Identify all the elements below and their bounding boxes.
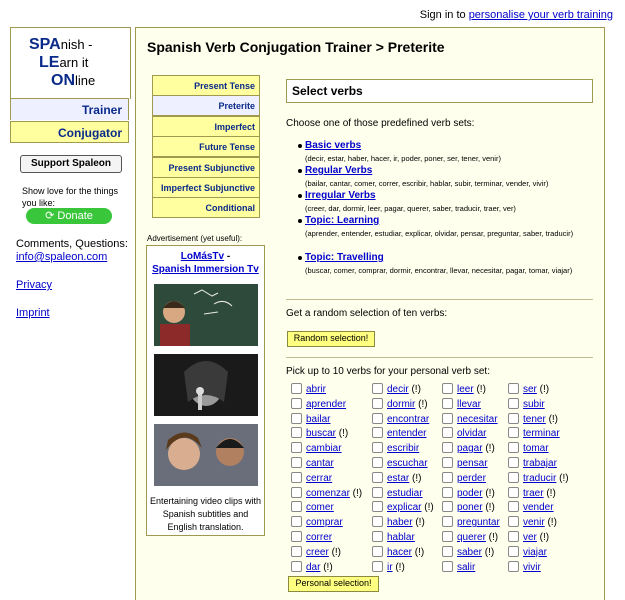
verb-option bbox=[508, 515, 557, 529]
verb-checkbox[interactable] bbox=[372, 546, 383, 557]
random-selection-button[interactable]: Random selection! bbox=[287, 331, 375, 347]
verb-checkbox[interactable] bbox=[508, 501, 519, 512]
verb-link[interactable]: estar bbox=[387, 472, 410, 484]
verb-option bbox=[508, 471, 569, 484]
verb-checkbox[interactable] bbox=[291, 427, 302, 438]
verb-option bbox=[372, 486, 423, 499]
signin-bar bbox=[420, 9, 613, 21]
verb-option bbox=[291, 486, 363, 499]
select-verbs-heading: Select verbs bbox=[286, 79, 593, 103]
verb-link[interactable]: traducir bbox=[523, 472, 557, 484]
irregular-mark: (!) bbox=[544, 517, 557, 529]
verb-link[interactable]: ser bbox=[523, 384, 537, 395]
irregular-mark: (!) bbox=[328, 546, 342, 558]
verb-set-learning bbox=[305, 215, 595, 239]
verb-option bbox=[372, 471, 422, 484]
tab-imperfect[interactable]: Imperfect bbox=[152, 116, 260, 137]
verb-option bbox=[508, 397, 545, 410]
verb-link[interactable]: vivir bbox=[523, 561, 541, 573]
verb-link[interactable]: abrir bbox=[306, 384, 327, 395]
verb-option bbox=[291, 471, 333, 484]
verb-checkbox[interactable] bbox=[291, 501, 302, 512]
verb-link[interactable]: vender bbox=[523, 502, 554, 514]
ad-description: Entertaining video clips with Spanish subtitles and English translation. bbox=[149, 496, 262, 532]
verb-checkbox[interactable] bbox=[372, 487, 383, 498]
verb-checkbox[interactable] bbox=[291, 487, 302, 498]
verb-option bbox=[372, 530, 415, 543]
verb-checkbox[interactable] bbox=[442, 398, 453, 409]
irregular-mark: (!) bbox=[409, 472, 422, 484]
verb-option bbox=[442, 486, 495, 499]
bullet-icon bbox=[298, 219, 302, 223]
irregular-mark: (!) bbox=[482, 443, 495, 455]
verb-option bbox=[442, 426, 487, 440]
verb-checkbox[interactable] bbox=[442, 472, 453, 483]
divider bbox=[286, 357, 593, 358]
verb-option bbox=[508, 426, 560, 440]
verb-checkbox[interactable] bbox=[442, 427, 453, 438]
verb-checkbox[interactable] bbox=[372, 472, 383, 483]
verb-link[interactable]: olvidar bbox=[457, 428, 487, 440]
verb-option bbox=[372, 456, 428, 469]
page-title: Spanish Verb Conjugation Trainer > Preterite bbox=[147, 39, 445, 55]
verb-checkbox[interactable] bbox=[291, 546, 302, 557]
verb-set-link-regular[interactable]: Regular Verbs bbox=[305, 165, 373, 176]
irregular-mark: (!) bbox=[482, 502, 495, 514]
verb-set-basic bbox=[305, 140, 595, 164]
sidebar-item-conjugator[interactable]: Conjugator bbox=[10, 121, 129, 143]
irregular-mark: (!) bbox=[482, 487, 495, 499]
ad-label: Advertisement (yet useful): bbox=[147, 234, 243, 243]
love-text: Show love for the things you like: bbox=[22, 186, 119, 208]
irregular-mark: (!) bbox=[412, 517, 425, 529]
ad-thumbnail-3[interactable] bbox=[154, 424, 258, 486]
logo-line-2: LEarn it bbox=[39, 54, 89, 71]
verb-option bbox=[372, 545, 425, 558]
verb-option bbox=[442, 530, 499, 543]
verb-checkbox[interactable] bbox=[442, 413, 453, 424]
verb-link[interactable]: llevar bbox=[457, 398, 481, 410]
donate-label: Donate bbox=[57, 210, 93, 222]
signin-text: Sign in to bbox=[419, 9, 466, 21]
irregular-mark: (!) bbox=[536, 532, 550, 543]
verb-link[interactable]: venir bbox=[523, 517, 545, 529]
verb-link[interactable]: necesitar bbox=[457, 413, 498, 425]
verb-option bbox=[372, 441, 420, 455]
verb-set-link-irregular[interactable]: Irregular Verbs bbox=[305, 190, 376, 201]
verb-link[interactable]: decir bbox=[387, 384, 409, 395]
verb-set-regular bbox=[305, 165, 595, 189]
ad-thumbnail-1[interactable] bbox=[154, 284, 258, 346]
ad-thumbnail-2[interactable] bbox=[154, 354, 258, 416]
verb-checkbox[interactable] bbox=[372, 561, 383, 572]
verb-checkbox[interactable] bbox=[372, 383, 383, 394]
verb-checkbox[interactable] bbox=[291, 561, 302, 572]
verb-option bbox=[291, 382, 327, 395]
verb-option bbox=[508, 412, 559, 425]
verb-checkbox[interactable] bbox=[372, 531, 383, 542]
logo-line-1: SPAnish - bbox=[29, 36, 93, 53]
verb-link[interactable]: hacer bbox=[387, 546, 413, 558]
verb-link[interactable]: escuchar bbox=[387, 458, 428, 469]
verb-option bbox=[508, 441, 549, 455]
verb-option bbox=[372, 515, 425, 529]
verb-link[interactable]: aprender bbox=[306, 398, 347, 410]
verb-link[interactable]: cambiar bbox=[306, 443, 342, 455]
verb-link[interactable]: comer bbox=[306, 502, 334, 514]
verb-link[interactable]: viajar bbox=[523, 546, 547, 558]
verb-option bbox=[291, 426, 349, 440]
verb-checkbox[interactable] bbox=[508, 472, 519, 483]
personalise-link[interactable]: personalise your verb training bbox=[468, 9, 613, 21]
privacy-link[interactable]: Privacy bbox=[16, 279, 53, 291]
verb-checkbox[interactable] bbox=[442, 546, 453, 557]
verb-set-list: (buscar, comer, comprar, dormir, encontrar, llevar, necesitar, pagar, tomar, viajar) bbox=[305, 266, 573, 275]
verb-option bbox=[508, 382, 550, 395]
verb-checkbox[interactable] bbox=[372, 413, 383, 424]
verb-checkbox[interactable] bbox=[508, 546, 519, 557]
donate-button[interactable] bbox=[26, 208, 112, 224]
pick-text: Pick up to 10 verbs for your personal verb set: bbox=[286, 366, 490, 377]
verb-option bbox=[291, 530, 333, 543]
irregular-mark: (!) bbox=[349, 487, 363, 499]
verb-set-list: (aprender, entender, estudiar, explicar, olvidar, pensar, preguntar, saber, traducir) bbox=[305, 229, 574, 238]
verb-link[interactable]: leer bbox=[457, 384, 474, 395]
random-text: Get a random selection of ten verbs: bbox=[286, 308, 448, 319]
ad-title: LoMásTv - Spanish Immersion Tv bbox=[152, 251, 259, 275]
verb-checkbox[interactable] bbox=[372, 516, 383, 527]
verb-link[interactable]: cerrar bbox=[306, 472, 333, 484]
verb-link[interactable]: cantar bbox=[306, 458, 334, 469]
verb-checkbox[interactable] bbox=[442, 442, 453, 453]
verb-option bbox=[291, 515, 343, 529]
irregular-mark: (!) bbox=[320, 561, 333, 573]
choose-text: Choose one of those predefined verb sets: bbox=[286, 118, 475, 129]
verb-link[interactable]: encontrar bbox=[387, 413, 430, 425]
verb-link[interactable]: poner bbox=[457, 502, 483, 514]
verb-link[interactable]: correr bbox=[306, 532, 333, 543]
contact-block bbox=[16, 238, 128, 264]
verb-checkbox[interactable] bbox=[291, 442, 302, 453]
verb-option bbox=[508, 530, 550, 543]
irregular-mark: (!) bbox=[336, 428, 349, 440]
verb-checkbox[interactable] bbox=[291, 516, 302, 527]
irregular-mark: (!) bbox=[421, 502, 434, 514]
verb-link[interactable]: dormir bbox=[387, 398, 416, 410]
verb-set-link-learning[interactable]: Topic: Learning bbox=[305, 215, 380, 226]
verb-link[interactable]: estudiar bbox=[387, 487, 423, 499]
spaleon-logo[interactable] bbox=[10, 27, 131, 99]
verb-checkbox[interactable] bbox=[291, 413, 302, 424]
verb-link[interactable]: salir bbox=[457, 561, 476, 573]
verb-link[interactable]: traer bbox=[523, 487, 544, 499]
verb-checkbox[interactable] bbox=[442, 383, 453, 394]
verb-set-link-travelling[interactable]: Topic: Travelling bbox=[305, 252, 384, 263]
irregular-mark: (!) bbox=[556, 472, 569, 484]
verb-option bbox=[442, 412, 498, 425]
bullet-icon bbox=[298, 144, 302, 148]
tab-present-subjunctive[interactable]: Present Subjunctive bbox=[152, 157, 260, 178]
donate-icon: ⟳ bbox=[45, 210, 55, 222]
imprint-link[interactable]: Imprint bbox=[16, 307, 50, 319]
verb-link[interactable]: dar bbox=[306, 561, 321, 573]
advertisement[interactable] bbox=[146, 245, 265, 536]
ad-title-link-2[interactable]: Spanish Immersion Tv bbox=[152, 264, 259, 275]
irregular-mark: (!) bbox=[543, 487, 556, 499]
verb-option bbox=[508, 456, 557, 469]
verb-option bbox=[442, 456, 488, 469]
verb-checkbox[interactable] bbox=[372, 427, 383, 438]
verb-option bbox=[291, 397, 347, 410]
verb-option bbox=[508, 486, 556, 499]
verb-link[interactable]: tomar bbox=[523, 443, 549, 455]
irregular-mark: (!) bbox=[473, 384, 486, 395]
irregular-mark: (!) bbox=[415, 398, 428, 410]
verb-checkbox[interactable] bbox=[291, 457, 302, 468]
verb-link[interactable]: preguntar bbox=[457, 517, 500, 529]
verb-link[interactable]: saber bbox=[457, 546, 483, 558]
irregular-mark: (!) bbox=[536, 384, 550, 395]
verb-link[interactable]: querer bbox=[457, 532, 486, 543]
verb-link[interactable]: pensar bbox=[457, 458, 488, 469]
tab-conditional[interactable]: Conditional bbox=[152, 197, 260, 218]
verb-option bbox=[291, 456, 334, 469]
verb-checkbox[interactable] bbox=[508, 383, 519, 394]
tab-imperfect-subjunctive[interactable]: Imperfect Subjunctive bbox=[152, 177, 260, 198]
verb-checkbox[interactable] bbox=[291, 531, 302, 542]
verb-option bbox=[291, 545, 342, 558]
verb-link[interactable]: comprar bbox=[306, 517, 343, 529]
verb-option bbox=[442, 397, 481, 410]
verb-option bbox=[372, 500, 434, 514]
verb-option bbox=[442, 382, 486, 395]
verb-option bbox=[372, 412, 430, 425]
irregular-mark: (!) bbox=[482, 546, 495, 558]
divider bbox=[286, 299, 593, 300]
verb-option bbox=[442, 471, 486, 484]
verb-checkbox[interactable] bbox=[442, 516, 453, 527]
verb-link[interactable]: haber bbox=[387, 517, 413, 529]
verb-checkbox[interactable] bbox=[508, 427, 519, 438]
ad-title-link-1[interactable]: LoMásTv bbox=[180, 251, 225, 262]
verb-option bbox=[291, 441, 342, 455]
verb-checkbox[interactable] bbox=[508, 531, 519, 542]
verb-checkbox[interactable] bbox=[372, 398, 383, 409]
irregular-mark: (!) bbox=[412, 546, 425, 558]
contact-label: Comments, Questions: bbox=[16, 238, 128, 250]
verb-link[interactable]: pagar bbox=[457, 443, 483, 455]
verb-set-list: (creer, dar, dormir, leer, pagar, querer, saber, traducir, traer, ver) bbox=[305, 204, 516, 213]
irregular-mark: (!) bbox=[408, 384, 421, 395]
verb-link[interactable]: perder bbox=[457, 472, 486, 484]
verb-checkbox[interactable] bbox=[508, 487, 519, 498]
email-link[interactable]: info@spaleon.com bbox=[16, 251, 108, 263]
verb-checkbox[interactable] bbox=[442, 561, 453, 572]
verb-set-travelling bbox=[305, 252, 595, 276]
verb-option bbox=[291, 560, 333, 573]
bullet-icon bbox=[298, 256, 302, 260]
tab-preterite[interactable]: Preterite bbox=[152, 95, 260, 116]
verb-set-list: (bailar, cantar, comer, correr, escribir, hablar, subir, terminar, vender, vivir) bbox=[305, 179, 549, 188]
verb-link[interactable]: bailar bbox=[306, 413, 331, 425]
verb-checkbox[interactable] bbox=[508, 398, 519, 409]
tab-future-tense[interactable]: Future Tense bbox=[152, 136, 260, 157]
verb-link[interactable]: ver bbox=[523, 532, 537, 543]
irregular-mark: (!) bbox=[392, 561, 405, 573]
verb-option bbox=[442, 500, 495, 514]
verb-checkbox[interactable] bbox=[508, 516, 519, 527]
verb-option bbox=[442, 560, 476, 573]
verb-link[interactable]: hablar bbox=[387, 532, 415, 543]
verb-link[interactable]: buscar bbox=[306, 428, 337, 440]
verb-option bbox=[291, 412, 331, 425]
verb-link[interactable]: creer bbox=[306, 546, 329, 558]
verb-checkbox[interactable] bbox=[442, 531, 453, 542]
sidebar-item-trainer[interactable]: Trainer bbox=[10, 98, 129, 120]
verb-link[interactable]: explicar bbox=[387, 502, 422, 514]
verb-link[interactable]: terminar bbox=[523, 428, 560, 440]
verb-checkbox[interactable] bbox=[291, 383, 302, 394]
verb-link[interactable]: escribir bbox=[387, 443, 420, 455]
verb-option bbox=[291, 500, 334, 514]
verb-link[interactable]: poder bbox=[457, 487, 483, 499]
verb-checkbox[interactable] bbox=[508, 442, 519, 453]
verb-option bbox=[372, 426, 427, 440]
verb-option bbox=[442, 515, 500, 529]
verb-checkbox[interactable] bbox=[442, 457, 453, 468]
verb-checkbox[interactable] bbox=[508, 457, 519, 468]
tab-present-tense[interactable]: Present Tense bbox=[152, 75, 260, 96]
verb-checkbox[interactable] bbox=[291, 398, 302, 409]
bullet-icon bbox=[298, 194, 302, 198]
verb-option bbox=[508, 545, 547, 558]
verb-option bbox=[442, 545, 495, 558]
verb-link[interactable]: tener bbox=[523, 413, 546, 425]
verb-checkbox[interactable] bbox=[508, 413, 519, 424]
support-button[interactable]: Support Spaleon bbox=[20, 155, 122, 173]
verb-option bbox=[372, 397, 428, 410]
verb-option bbox=[372, 382, 421, 395]
verb-checkbox[interactable] bbox=[372, 457, 383, 468]
personal-selection-button[interactable]: Personal selection! bbox=[288, 576, 379, 592]
verb-link[interactable]: ir bbox=[387, 561, 393, 573]
verb-option bbox=[442, 441, 495, 455]
logo-line-3: ONline bbox=[51, 72, 96, 89]
verb-link[interactable]: trabajar bbox=[523, 458, 557, 469]
verb-link[interactable]: comenzar bbox=[306, 487, 350, 499]
bullet-icon bbox=[298, 169, 302, 173]
verb-checkbox[interactable] bbox=[442, 487, 453, 498]
verb-set-link-basic[interactable]: Basic verbs bbox=[305, 140, 362, 151]
verb-link[interactable]: subir bbox=[523, 398, 545, 410]
irregular-mark: (!) bbox=[545, 413, 559, 425]
verb-option bbox=[508, 560, 541, 573]
verb-checkbox[interactable] bbox=[372, 442, 383, 453]
verb-option bbox=[372, 560, 405, 573]
verb-option bbox=[508, 500, 554, 514]
verb-checkbox[interactable] bbox=[442, 501, 453, 512]
verb-checkbox[interactable] bbox=[372, 501, 383, 512]
verb-set-list: (decir, estar, haber, hacer, ir, poder, poner, ser, tener, venir) bbox=[305, 154, 501, 163]
verb-checkbox[interactable] bbox=[291, 472, 302, 483]
verb-link[interactable]: entender bbox=[387, 428, 427, 440]
verb-checkbox[interactable] bbox=[508, 561, 519, 572]
irregular-mark: (!) bbox=[485, 532, 499, 543]
verb-set-irregular bbox=[305, 190, 595, 214]
